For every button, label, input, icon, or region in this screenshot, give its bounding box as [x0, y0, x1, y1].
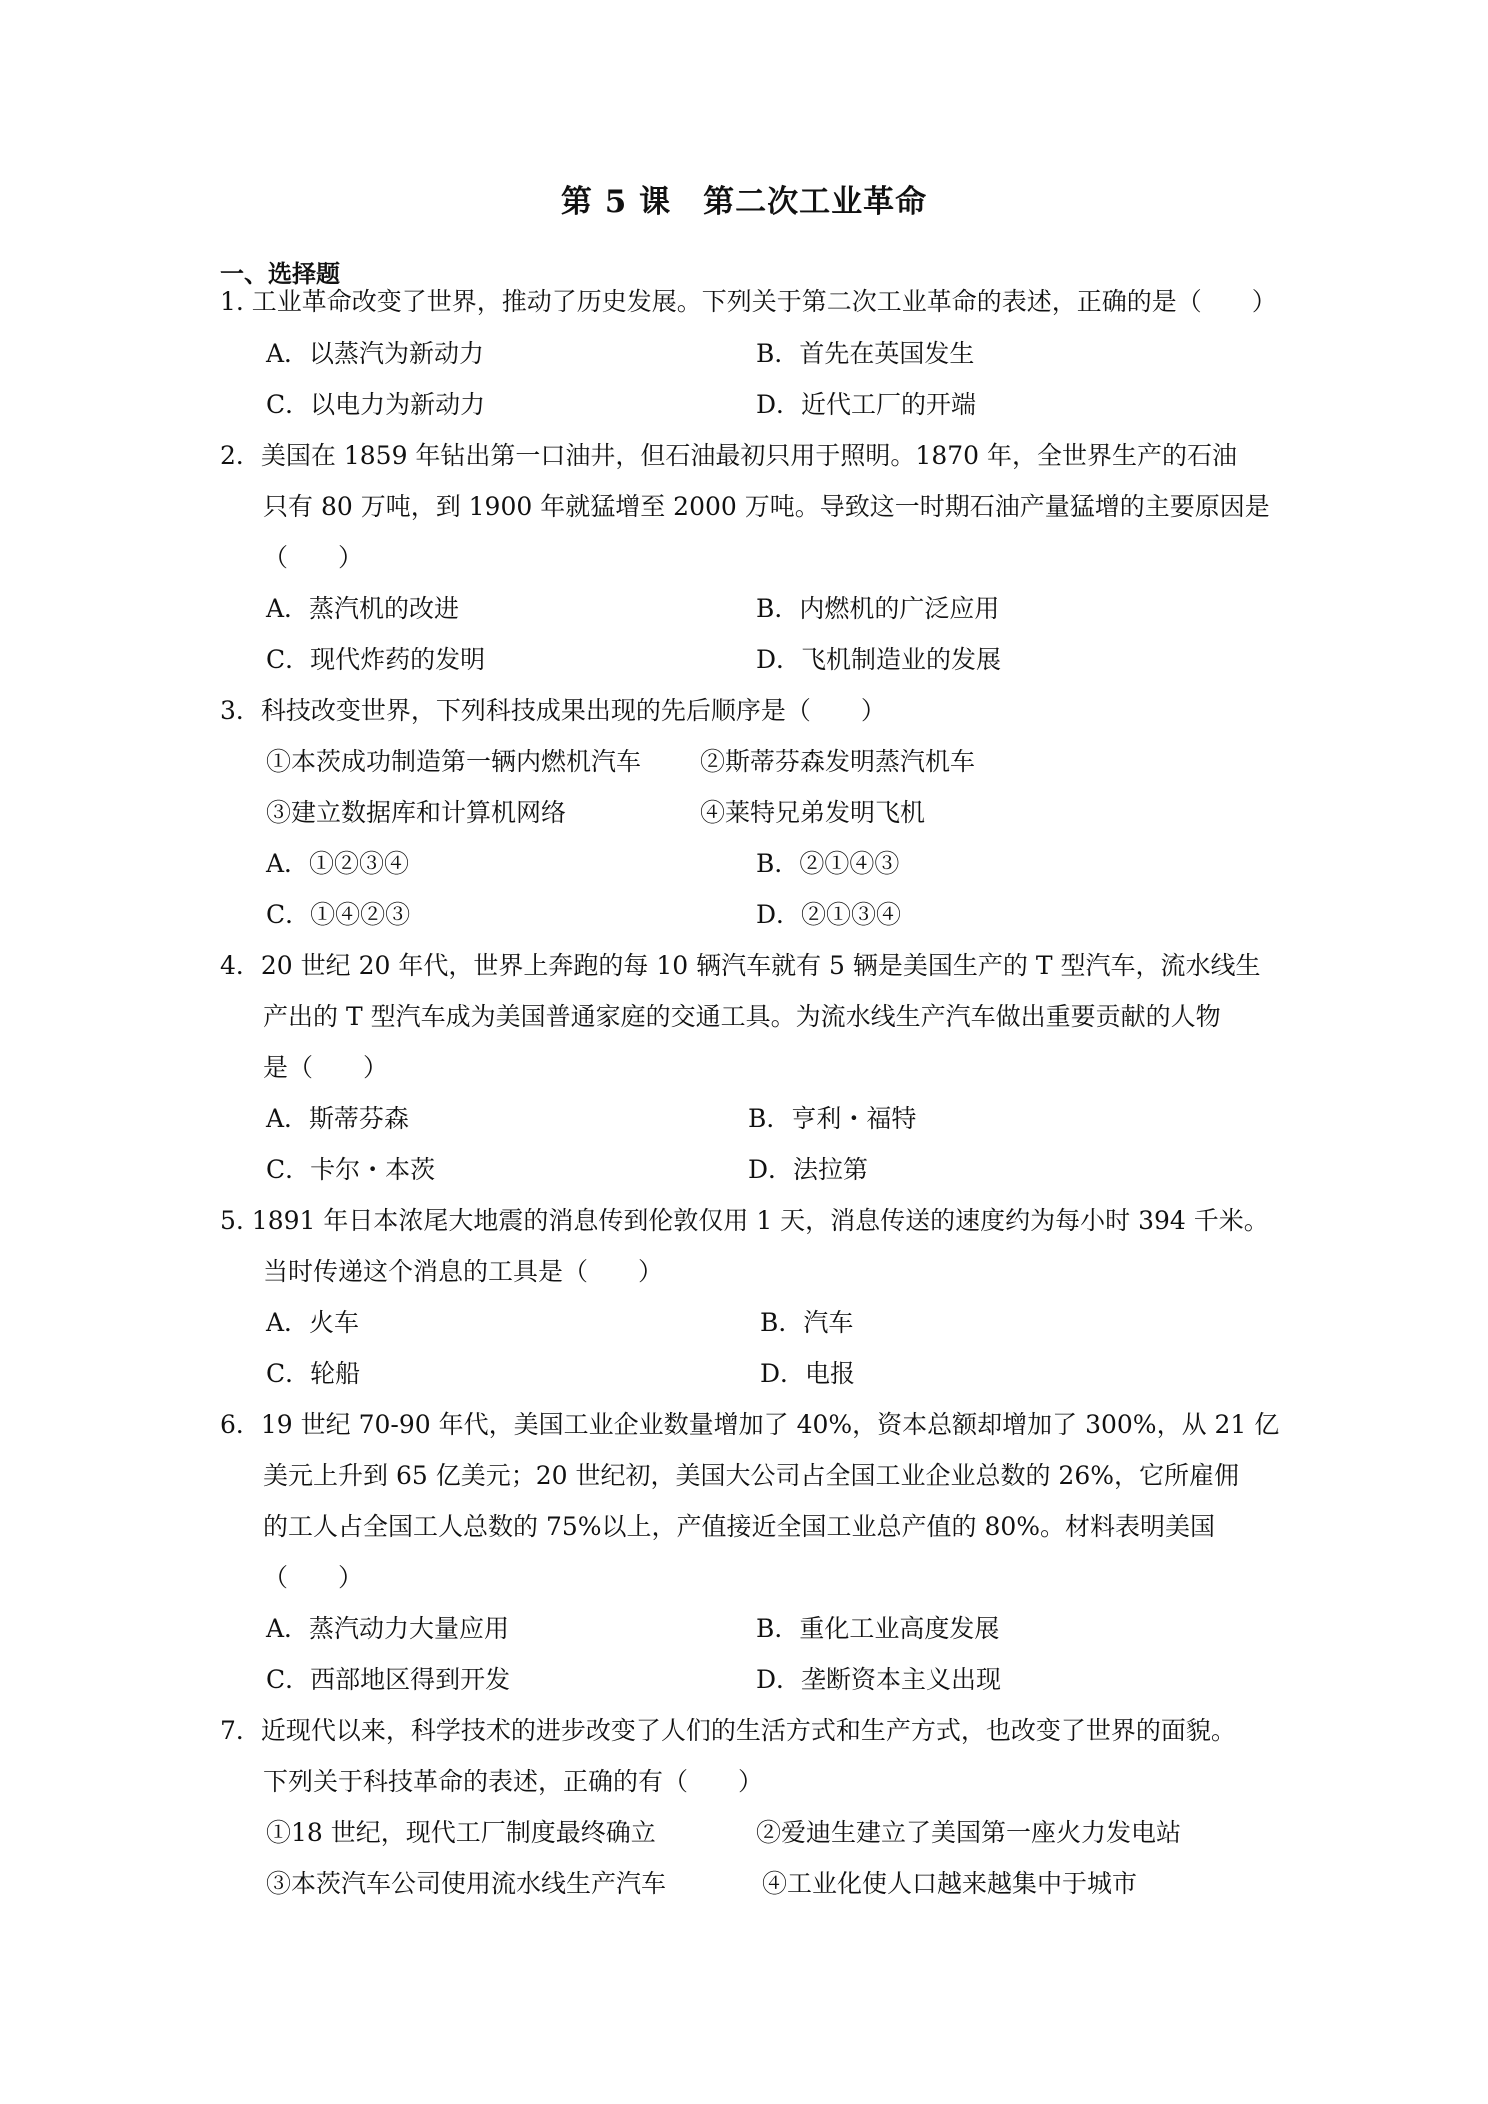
question-1-stem: 1. 工业革命改变了世界，推动了历史发展。下列关于第二次工业革命的表述，正确的是（ ） [220, 287, 1277, 316]
question-3-stem: 3．科技改变世界，下列科技成果出现的先后顺序是（ ） [220, 696, 886, 725]
question-5-stem-line-2: 当时传递这个消息的工具是（ ） [263, 1257, 664, 1286]
question-1-option-a: A．以蒸汽为新动力 [266, 339, 485, 368]
question-2-stem-line-2: 只有 80 万吨，到 1900 年就猛增至 2000 万吨。导致这一时期石油产量猛增的主要原因是 [263, 492, 1270, 521]
question-4-option-c: C．卡尔・本茨 [266, 1155, 436, 1184]
question-3-option-d: D．②①③④ [756, 900, 902, 929]
question-6-option-c: C．西部地区得到开发 [266, 1665, 511, 1694]
question-4-option-d: D．法拉第 [748, 1155, 869, 1184]
question-5-option-c: C．轮船 [266, 1359, 361, 1388]
question-2-stem-line-1: 2．美国在 1859 年钻出第一口油井，但石油最初只用于照明。1870 年，全世界生产的石油 [220, 441, 1237, 470]
question-3-item-3: ③建立数据库和计算机网络 [266, 798, 567, 827]
question-7-stem-line-1: 7．近现代以来，科学技术的进步改变了人们的生活方式和生产方式，也改变了世界的面貌。 [220, 1716, 1236, 1745]
question-6-option-a: A．蒸汽动力大量应用 [266, 1614, 510, 1643]
question-2-option-a: A．蒸汽机的改进 [266, 594, 460, 623]
question-7-stem-line-2: 下列关于科技革命的表述，正确的有（ ） [263, 1767, 764, 1796]
question-2-option-d: D．飞机制造业的发展 [756, 645, 1002, 674]
question-3-option-a: A．①②③④ [266, 849, 410, 878]
question-3-item-1: ①本茨成功制造第一辆内燃机汽车 [266, 747, 642, 776]
question-4-option-b: B．亨利・福特 [748, 1104, 917, 1133]
page-title: 第 5 课 第二次工业革命 [560, 184, 928, 220]
question-5-option-a: A．火车 [266, 1308, 360, 1337]
question-3-item-4: ④莱特兄弟发明飞机 [700, 798, 926, 827]
question-6-option-b: B．重化工业高度发展 [756, 1614, 1000, 1643]
question-5-stem-line-1: 5. 1891 年日本浓尾大地震的消息传到伦敦仅用 1 天，消息传送的速度约为每小时 394 千米。 [220, 1206, 1269, 1235]
question-5-option-b: B．汽车 [760, 1308, 854, 1337]
question-6-stem-line-4: （ ） [263, 1563, 364, 1592]
question-4-stem-line-2: 产出的 T 型汽车成为美国普通家庭的交通工具。为流水线生产汽车做出重要贡献的人物 [263, 1002, 1221, 1031]
question-4-option-a: A．斯蒂芬森 [266, 1104, 410, 1133]
question-3-item-2: ②斯蒂芬森发明蒸汽机车 [700, 747, 976, 776]
question-1-option-b: B．首先在英国发生 [756, 339, 975, 368]
question-7-item-1: ①18 世纪，现代工厂制度最终确立 [266, 1818, 656, 1847]
question-2-option-b: B．内燃机的广泛应用 [756, 594, 1000, 623]
question-4-stem-line-3: 是（ ） [263, 1053, 389, 1082]
question-6-stem-line-2: 美元上升到 65 亿美元；20 世纪初，美国大公司占全国工业企业总数的 26%，它所雇佣 [263, 1461, 1239, 1490]
question-7-item-4: ④工业化使人口越来越集中于城市 [762, 1869, 1138, 1898]
question-7-item-3: ③本茨汽车公司使用流水线生产汽车 [266, 1869, 667, 1898]
question-7-item-2: ②爱迪生建立了美国第一座火力发电站 [756, 1818, 1182, 1847]
question-3-option-c: C．①④②③ [266, 900, 411, 929]
section-heading: 一、选择题 [220, 259, 340, 288]
question-6-stem-line-1: 6．19 世纪 70-90 年代，美国工业企业数量增加了 40%，资本总额却增加了 300%，从 21 亿 [220, 1410, 1280, 1439]
question-4-stem-line-1: 4．20 世纪 20 年代，世界上奔跑的每 10 辆汽车就有 5 辆是美国生产的 T 型汽车，流水线生 [220, 951, 1261, 980]
question-1-option-d: D．近代工厂的开端 [756, 390, 977, 419]
question-6-stem-line-3: 的工人占全国工人总数的 75%以上，产值接近全国工业总产值的 80%。材料表明美国 [263, 1512, 1216, 1541]
question-3-option-b: B．②①④③ [756, 849, 900, 878]
question-1-option-c: C．以电力为新动力 [266, 390, 486, 419]
question-6-option-d: D．垄断资本主义出现 [756, 1665, 1002, 1694]
question-2-option-c: C．现代炸药的发明 [266, 645, 486, 674]
question-2-stem-line-3: （ ） [263, 543, 364, 572]
question-5-option-d: D．电报 [760, 1359, 856, 1388]
